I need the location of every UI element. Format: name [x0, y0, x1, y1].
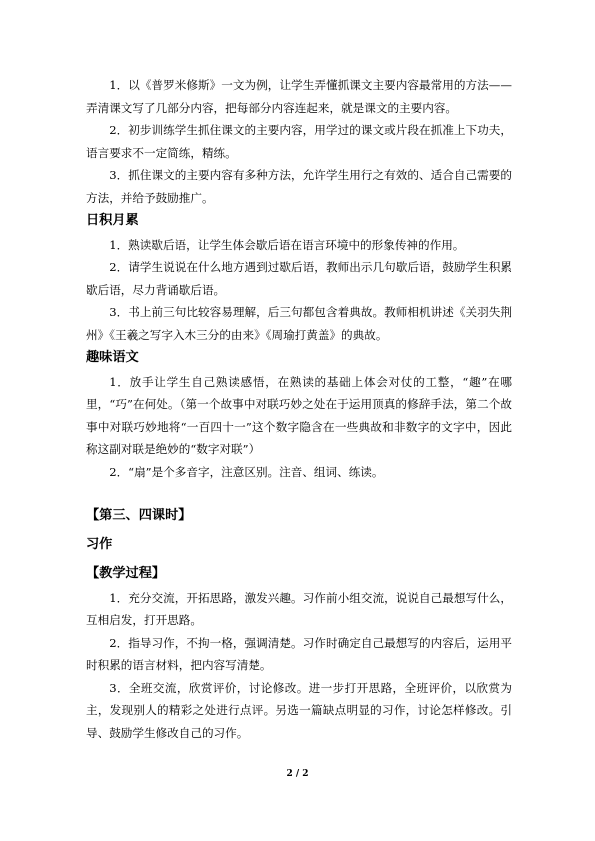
section-lesson-3-4	[86, 505, 512, 745]
section-heading-rijiyuelei: 日积月累	[86, 212, 139, 228]
fun-item-2: 2．“扇”是个多音字，注意区别。注音、组词、练读。	[109, 464, 384, 479]
page-number: 2 / 2	[286, 769, 309, 779]
lesson-subtitle: 习作	[86, 536, 113, 552]
process-item-1: 1．充分交流，开拓思路，激发兴趣。习作前小组交流，说说自己最想写什么，互相启发，打开思路。	[86, 590, 512, 628]
process-heading: 【教学过程】	[86, 565, 166, 581]
lesson-title: 【第三、四课时】	[86, 507, 192, 523]
method-item-1: 1．以《普罗米修斯》一文为例，让学生弄懂抓课文主要内容最常用的方法——弄清课文写了几部分内容，把每部分内容连起来，就是课文的主要内容。	[86, 78, 512, 115]
process-item-2: 2．指导习作，不拘一格，强调清楚。习作时确定自己最想写的内容后，运用平时积累的语言材料，把内容写清楚。	[86, 635, 512, 673]
section-daily-accumulation	[86, 210, 512, 347]
section-method-list	[86, 74, 512, 210]
fun-item-1: 1．放手让学生自己熟读感悟，在熟读的基础上体会对仗的工整，“趣”在哪里，“巧”在何处。（第一个故事中对联巧妙之处在于运用顶真的修辞手法，第二个故事中对联巧妙地将“一百四十一”这个数字隐含在一些典故和非数字的文字中，因此称这副对联是绝妙的“数字对联”）	[86, 374, 512, 457]
accumulation-item-1: 1．熟读歇后语，让学生体会歇后语在语言环境中的形象传神的作用。	[109, 237, 465, 252]
process-item-3: 3．全班交流，欣赏评价，讨论修改。进一步打开思路，全班评价，以欣赏为主，发现别人的精彩之处进行点评。另选一篇缺点明显的习作，讨论怎样修改。引导、鼓励学生修改自己的习作。	[86, 680, 512, 741]
accumulation-item-3: 3．书上前三句比较容易理解，后三句都包含着典故。教师相机讲述《关羽失荆州》《王羲之写字入木三分的由来》《周瑜打黄盖》的典故。	[86, 305, 512, 342]
section-fun-chinese	[86, 347, 512, 484]
document-body	[86, 74, 512, 745]
method-item-2: 2．初步训练学生抓住课文的主要内容，用学过的课文或片段在抓准上下功夫，语言要求不一定简练，精练。	[86, 123, 512, 160]
accumulation-item-2: 2．请学生说说在什么地方遇到过歇后语，教师出示几句歇后语，鼓励学生积累歇后语，尽力背诵歇后语。	[86, 260, 512, 297]
section-heading-quweiyuwen: 趣味语文	[86, 349, 139, 365]
method-item-3: 3．抓住课文的主要内容有多种方法，允许学生用行之有效的、适合自己需要的方法，并给予鼓励推广。	[86, 168, 512, 205]
